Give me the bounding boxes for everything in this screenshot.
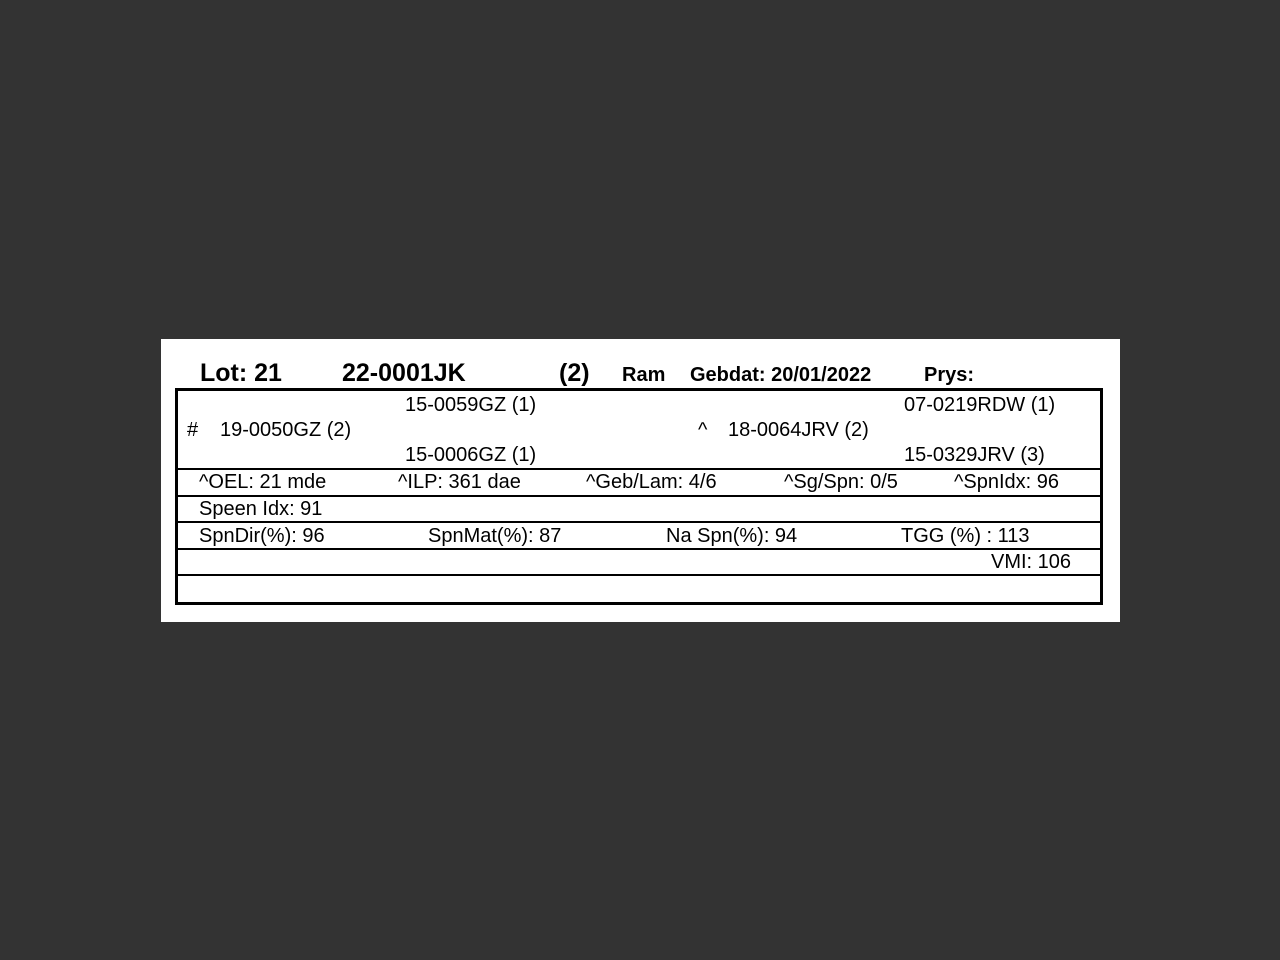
row-divider — [178, 495, 1100, 497]
animal-count: (2) — [559, 359, 590, 387]
birth-date: Gebdat: 20/01/2022 — [690, 364, 872, 386]
row-divider — [178, 574, 1100, 576]
animal-id: 22-0001JK — [342, 359, 466, 387]
row-divider — [178, 548, 1100, 550]
ilp-value: ^ILP: 361 dae — [398, 471, 521, 493]
spnmat-value: SpnMat(%): 87 — [428, 525, 562, 547]
geb-lam-value: ^Geb/Lam: 4/6 — [586, 471, 717, 493]
sire-id: 19-0050GZ (2) — [220, 419, 352, 441]
spndir-value: SpnDir(%): 96 — [199, 525, 325, 547]
vmi-value: VMI: 106 — [991, 551, 1072, 573]
sg-spn-value: ^Sg/Spn: 0/5 — [784, 471, 898, 493]
dam-dam: 15-0329JRV (3) — [904, 444, 1045, 466]
lot-number: Lot: 21 — [200, 359, 282, 387]
dam-id: 18-0064JRV (2) — [728, 419, 869, 441]
price-label: Prys: — [924, 364, 975, 386]
oel-value: ^OEL: 21 mde — [199, 471, 327, 493]
sire-marker: # — [187, 419, 199, 441]
lot-card — [161, 339, 1120, 622]
speen-idx-value: Speen Idx: 91 — [199, 498, 323, 520]
sire-dam: 15-0006GZ (1) — [405, 444, 537, 466]
animal-sex: Ram — [622, 364, 666, 386]
sire-sire: 15-0059GZ (1) — [405, 394, 537, 416]
spnidx-value: ^SpnIdx: 96 — [954, 471, 1060, 493]
row-divider — [178, 521, 1100, 523]
dam-marker: ^ — [698, 419, 708, 441]
na-spn-value: Na Spn(%): 94 — [666, 525, 798, 547]
row-divider — [178, 468, 1100, 470]
tgg-value: TGG (%) : 113 — [901, 525, 1030, 547]
dam-sire: 07-0219RDW (1) — [904, 394, 1056, 416]
